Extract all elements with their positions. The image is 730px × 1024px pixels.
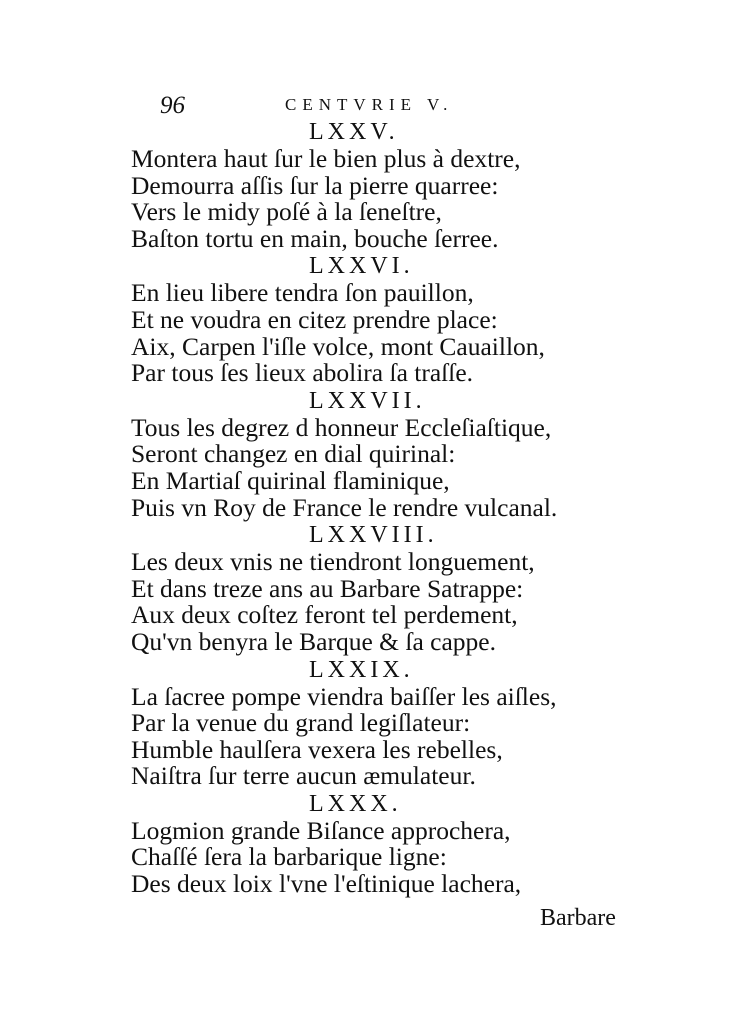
verse-line: En Martiaſ quirinal flaminique, xyxy=(131,465,450,495)
running-title: CENTVRIE V. xyxy=(285,95,454,114)
verse-line: Demourra aſſis ſur la pierre quarree: xyxy=(131,170,499,200)
catchword: Barbare xyxy=(540,905,616,931)
quatrain-list xyxy=(131,118,651,898)
verse-line: Tous les degrez d honneur Eccleſiaſtique, xyxy=(131,412,552,442)
quatrain xyxy=(131,387,651,521)
verse-line: Seront changez en dial quirinal: xyxy=(131,439,456,469)
quatrain-number: LXXVII. xyxy=(309,387,426,414)
quatrain-number: LXXVIII. xyxy=(309,522,438,549)
verse-line: Chaſſé ſera la barbarique ligne: xyxy=(131,842,447,872)
quatrain-number: LXXIX. xyxy=(309,656,414,683)
verse-line: Par la venue du grand legiſlateur: xyxy=(131,708,471,738)
verse-line: Puis vn Roy de France le rendre vulcanal. xyxy=(131,492,558,522)
verse-line: Montera haut ſur le bien plus à dextre, xyxy=(131,144,521,173)
verse-line: Qu'vn benyra le Barque & ſa cappe. xyxy=(131,626,496,656)
verse-line: Par tous ſes lieux abolira ſa traſſe. xyxy=(131,358,474,388)
verse-line: Vers le midy poſé à la ſeneſtre, xyxy=(131,197,442,227)
quatrain-number: LXXVI. xyxy=(309,253,414,280)
verse-line: La ſacree pompe viendra baiſſer les aiſles, xyxy=(131,681,557,711)
page-number: 96 xyxy=(160,92,185,119)
verse-line: Les deux vnis ne tiendront longuement, xyxy=(131,547,535,577)
quatrain-number: LXXV. xyxy=(309,119,399,145)
quatrain xyxy=(131,118,651,252)
verse-line: Et dans treze ans au Barbare Satrappe: xyxy=(131,573,524,603)
quatrain xyxy=(131,521,651,655)
quatrain-number: LXXX. xyxy=(309,790,402,817)
quatrain xyxy=(131,656,651,790)
verse-line: Naiſtra ſur terre aucun æmulateur. xyxy=(131,761,476,791)
verse-line: En lieu libere tendra ſon pauillon, xyxy=(131,278,474,308)
verse-line: Aux deux coſtez feront tel perdement, xyxy=(131,600,518,630)
quatrain xyxy=(131,252,651,386)
quatrain xyxy=(131,790,651,898)
verse-line: Et ne voudra en citez prendre place: xyxy=(131,304,498,334)
verse-line: Baſton tortu en main, bouche ſerree. xyxy=(131,223,499,253)
verse-line: Des deux loix l'vne l'eſtinique lachera, xyxy=(131,869,522,899)
verse-line: Humble haulſera vexera les rebelles, xyxy=(131,734,503,764)
verse-line: Logmion grande Biſance approchera, xyxy=(131,815,511,845)
verse-line: Aix, Carpen l'iſle volce, mont Cauaillon, xyxy=(131,331,545,361)
